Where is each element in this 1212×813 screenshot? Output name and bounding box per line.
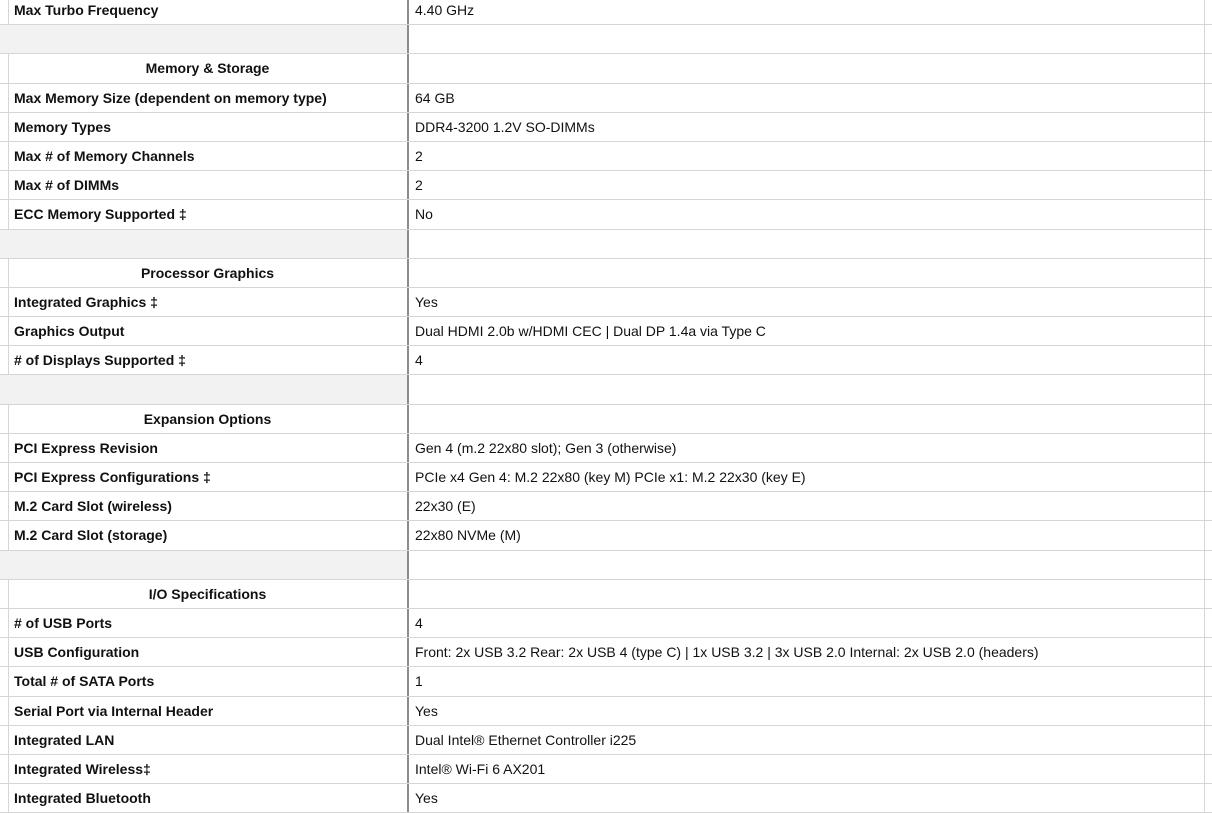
row-sata-ports <box>0 667 1212 696</box>
section-header-memory-storage <box>0 54 1212 83</box>
section-header-io-specifications <box>0 580 1212 609</box>
label-cell[interactable]: PCI Express Configurations ‡ <box>8 463 409 491</box>
row-max-memory-size <box>0 84 1212 113</box>
value-cell[interactable]: 22x80 NVMe (M) <box>409 521 1205 549</box>
row-memory-types <box>0 113 1212 142</box>
section-title-cell[interactable]: Processor Graphics <box>8 259 409 287</box>
section-header-processor-graphics <box>0 259 1212 288</box>
value-cell[interactable] <box>409 259 1205 287</box>
spacer-row <box>0 25 1212 54</box>
value-cell[interactable]: Dual HDMI 2.0b w/HDMI CEC | Dual DP 1.4a via Type C <box>409 317 1205 345</box>
spacer-row <box>0 230 1212 259</box>
row-m2-storage <box>0 521 1212 550</box>
row-max-memory-channels <box>0 142 1212 171</box>
row-integrated-graphics <box>0 288 1212 317</box>
value-cell[interactable]: 4 <box>409 609 1205 637</box>
label-cell[interactable]: Integrated Wireless‡ <box>8 755 409 783</box>
label-cell[interactable]: # of Displays Supported ‡ <box>8 346 409 374</box>
row-integrated-wireless <box>0 755 1212 784</box>
label-cell[interactable]: Max Memory Size (dependent on memory type) <box>8 84 409 112</box>
label-cell[interactable]: M.2 Card Slot (storage) <box>8 521 409 549</box>
row-max-dimms <box>0 171 1212 200</box>
value-cell[interactable]: 1 <box>409 667 1205 695</box>
label-cell[interactable] <box>8 25 409 53</box>
label-cell[interactable]: PCI Express Revision <box>8 434 409 462</box>
label-cell[interactable]: ECC Memory Supported ‡ <box>8 200 409 228</box>
value-cell[interactable] <box>409 230 1205 258</box>
value-cell[interactable]: 64 GB <box>409 84 1205 112</box>
value-cell[interactable] <box>409 375 1205 403</box>
value-cell[interactable] <box>409 54 1205 82</box>
value-cell[interactable]: Yes <box>409 288 1205 316</box>
row-integrated-bluetooth <box>0 784 1212 813</box>
value-cell[interactable]: Intel® Wi-Fi 6 AX201 <box>409 755 1205 783</box>
section-title-cell[interactable]: Expansion Options <box>8 405 409 433</box>
value-cell[interactable] <box>409 580 1205 608</box>
label-cell[interactable]: Graphics Output <box>8 317 409 345</box>
label-cell[interactable]: # of USB Ports <box>8 609 409 637</box>
row-graphics-output <box>0 317 1212 346</box>
spacer-row <box>0 551 1212 580</box>
value-cell[interactable]: Gen 4 (m.2 22x80 slot); Gen 3 (otherwise) <box>409 434 1205 462</box>
row-m2-wireless <box>0 492 1212 521</box>
row-usb-configuration <box>0 638 1212 667</box>
row-displays-supported <box>0 346 1212 375</box>
value-cell[interactable]: No <box>409 200 1205 228</box>
row-integrated-lan <box>0 726 1212 755</box>
label-cell[interactable] <box>8 551 409 579</box>
row-pci-express-configurations <box>0 463 1212 492</box>
label-cell[interactable]: Total # of SATA Ports <box>8 667 409 695</box>
label-cell[interactable]: Memory Types <box>8 113 409 141</box>
value-cell[interactable]: 22x30 (E) <box>409 492 1205 520</box>
label-cell[interactable]: Serial Port via Internal Header <box>8 697 409 725</box>
row-usb-ports <box>0 609 1212 638</box>
label-cell[interactable] <box>8 230 409 258</box>
label-cell[interactable]: Integrated Bluetooth <box>8 784 409 812</box>
label-cell[interactable]: Max # of DIMMs <box>8 171 409 199</box>
row-serial-port <box>0 697 1212 726</box>
row-pci-express-revision <box>0 434 1212 463</box>
value-cell[interactable] <box>409 551 1205 579</box>
value-cell[interactable]: Dual Intel® Ethernet Controller i225 <box>409 726 1205 754</box>
label-cell[interactable]: Integrated LAN <box>8 726 409 754</box>
label-cell[interactable]: Integrated Graphics ‡ <box>8 288 409 316</box>
value-cell[interactable]: PCIe x4 Gen 4: M.2 22x80 (key M) PCIe x1: M.2 22x30 (key E) <box>409 463 1205 491</box>
value-cell[interactable] <box>409 405 1205 433</box>
value-cell[interactable]: 4.40 GHz <box>409 0 1205 24</box>
value-cell[interactable] <box>409 25 1205 53</box>
value-cell[interactable]: Yes <box>409 784 1205 812</box>
spacer-row <box>0 375 1212 404</box>
value-cell[interactable]: 4 <box>409 346 1205 374</box>
label-cell[interactable] <box>8 375 409 403</box>
section-title-cell[interactable]: I/O Specifications <box>8 580 409 608</box>
value-cell[interactable]: Front: 2x USB 3.2 Rear: 2x USB 4 (type C) | 1x USB 3.2 | 3x USB 2.0 Internal: 2x USB 2.0 (headers) <box>409 638 1205 666</box>
label-cell[interactable]: Max Turbo Frequency <box>8 0 409 24</box>
value-cell[interactable]: 2 <box>409 142 1205 170</box>
row-max-turbo-frequency <box>0 0 1212 25</box>
value-cell[interactable]: Yes <box>409 697 1205 725</box>
value-cell[interactable]: DDR4-3200 1.2V SO-DIMMs <box>409 113 1205 141</box>
row-ecc-memory <box>0 200 1212 229</box>
section-title-cell[interactable]: Memory & Storage <box>8 54 409 82</box>
value-cell[interactable]: 2 <box>409 171 1205 199</box>
label-cell[interactable]: M.2 Card Slot (wireless) <box>8 492 409 520</box>
section-header-expansion-options <box>0 405 1212 434</box>
label-cell[interactable]: USB Configuration <box>8 638 409 666</box>
label-cell[interactable]: Max # of Memory Channels <box>8 142 409 170</box>
